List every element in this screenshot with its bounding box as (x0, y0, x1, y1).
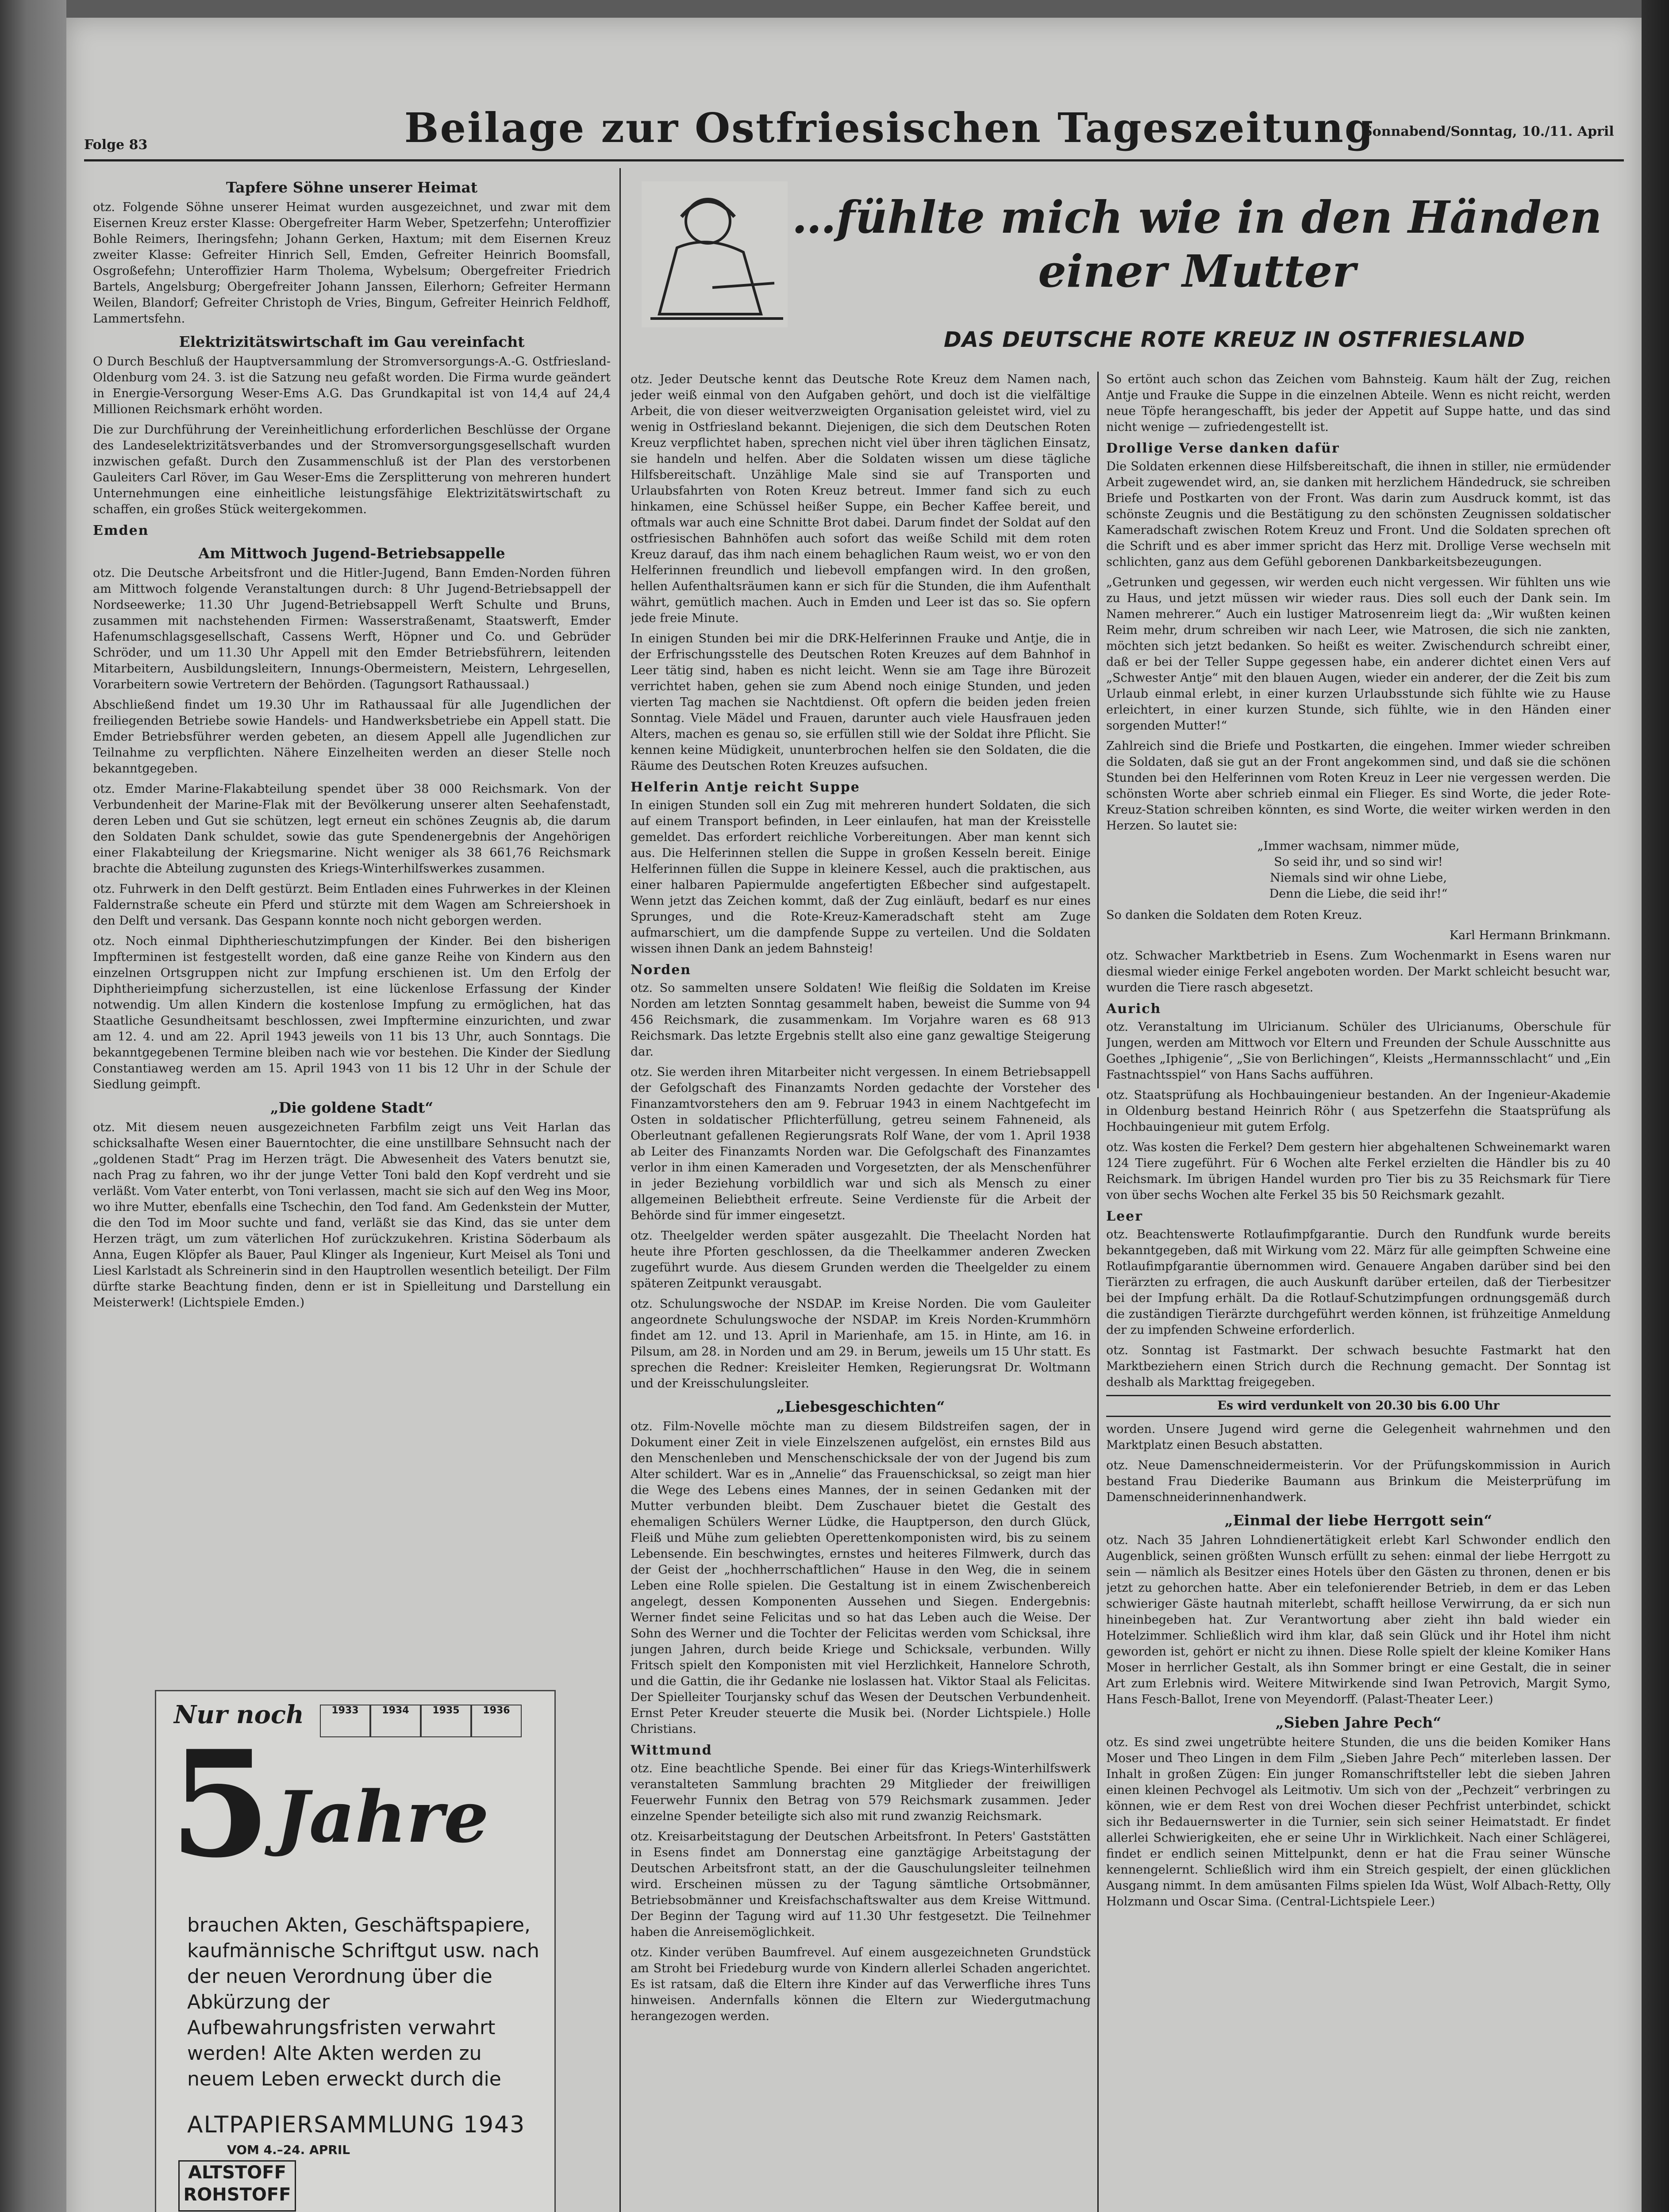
article-heading: „Die goldene Stadt“ (270, 1099, 434, 1116)
column-right (1106, 372, 1611, 2212)
article-text: So ertönt auch schon das Zeichen vom Bahnsteig. Kaum hält der Zug, reichen Antje und Frauke die Suppe in die einzelnen Abteile. Wenn es nicht reicht, werden neue Töpfe herangeschafft, bis jeder der Appetit auf Suppe hatte, und das sind nicht wenige — zufriedengestellt ist. (1106, 373, 1611, 434)
ad-year: 1933 (320, 1705, 370, 1737)
article-heading: Elektrizitätswirtschaft im Gau vereinfacht (179, 333, 525, 350)
article-text: O Durch Beschluß der Hauptversammlung der Stromversorgungs-A.-G. Ostfriesland-Oldenburg vom 24. 3. ist die Satzung neu gefaßt worden. Die Firma wurde geändert in Energie-Versorgung Weser-Ems A.G. Das Grundkapital ist von 14,4 auf 24,4 Millionen Reichsmark erhöht worden. (93, 355, 611, 416)
masthead-rule (84, 159, 1624, 161)
nurse-writing-illustration (642, 181, 788, 327)
article-text: otz. Es sind zwei ungetrübte heitere Stunden, die uns die beiden Komiker Hans Moser und Theo Lingen in dem Film „Sieben Jahre Pech“ miterleben lassen. Der Inhalt in großen Zügen: Ein junger Romanschriftsteller lebt die sieben Jahren einen kleinen Pechvogel als Leitmotiv. Um sich von der „Pechzeit“ verbringen zu können, wie er dem Rest von drei Wochen dieser Pechfrist unterbindet, schickt sich ihr Bedauernswerter in die Turnier, sein sich seiner Heimatstadt. Er findet allerlei Schwierigkeiten, ehe er seine Uhr in Wirklichkeit. Nach einer Schlägerei, findet er endlich seinen Mittelpunkt, denn er hat die Frau seiner Wünsche kennengelernt. Schließlich wird ihm ein Streich gespielt, der einen glücklichen Ausgang nimmt. In dem amüsanten Films spielen Ida Wüst, Wolf Albach-Retty, Olly Holzmann und Oscar Sima. (Central-Lichtspiele Leer.) (1106, 1736, 1611, 1909)
article-text: Die zur Durchführung der Vereinheitlichung erforderlichen Beschlüsse der Organe des Landeselektrizitätsverbandes und der Stromversorgungsgesellschaft wurden inzwischen gefaßt. Durch den Zusammenschluß ist der Plan des verstorbenen Gauleiters Carl Röver, im Gau Weser-Ems die Zersplitterung von mehreren hundert Unternehmungen eine einheitliche leistungsfähige Elektrizitätswirtschaft zu schaffen, ein großes Stück weitergekommen. (93, 423, 611, 516)
column-rule (1097, 372, 1099, 1088)
ad-year: 1934 (370, 1705, 421, 1737)
article-text: otz. Beachtenswerte Rotlaufimpfgarantie. Durch den Rundfunk wurde bereits bekanntgegeben, daß mit Wirkung vom 22. März für alle geimpften Schweine eine Rotlaufimpfgarantie übernommen wird. Genauere Angaben darüber sind bei den Tierärzten zu erfragen, die auch Auskunft darüber erteilen, daß der Tierbesitzer bei der Impfung erhält. Da die Rotlauf-Schutzimpfungen ordnungsgemäß durch die zuständigen Tierärzte durchgeführt werden können, ist frühzeitige Anmeldung der zu impfenden Schweine erforderlich. (1106, 1228, 1611, 1337)
page-edge (1642, 0, 1669, 2212)
poem-line: Niemals sind wir ohne Liebe, (1270, 871, 1447, 885)
ad-nur-noch: Nur noch (174, 1700, 304, 1729)
ad-years (320, 1705, 522, 1737)
altpapier-advertisement (155, 1690, 556, 2212)
article-text: otz. Sie werden ihren Mitarbeiter nicht vergessen. In einem Betriebsappell der Gefolgschaft des Finanzamts Norden gedachte der Vorsteher des Finanzamtvorstehers den am 9. Februar 1943 in einem Nachtgefecht im Osten in soldatischer Pflichterfüllung, getreu seinem Fahneneid, als Oberleutnant gefallenen Regierungsrats Rolf Wane, der vom 1. April 1938 ab Leiter des Finanzamts Norden war. Die Gefolgschaft des Finanzamtes verlor in ihm einen Kameraden und Vorgesetzten, der als Menschenführer in jeder Beziehung vorbildlich war und sich als Mensch zu einer allgemeinen Beliebtheit erfreute. Seine Verdienste für die Arbeit der Behörde sind für immer eingesetzt. (631, 1065, 1091, 1222)
red-cross-headline (642, 181, 1611, 367)
author-signature: Karl Hermann Brinkmann. (1449, 929, 1611, 942)
location-heading: Leer (1106, 1209, 1143, 1224)
article-text: otz. Eine beachtliche Spende. Bei einer für das Kriegs-Winterhilfswerk veranstalteten Sammlung brachten 29 Mitglieder der freiwilligen Feuerwehr Funnix den Betrag von 579 Reichsmark zusammen. Jeder einzelne Spender beteiligte sich also mit rund zwanzig Reichsmark. (631, 1762, 1091, 1823)
article-text: otz. Fuhrwerk in den Delft gestürzt. Beim Entladen eines Fuhrwerkes in der Kleinen Faldernstraße scheute ein Pferd und stürzte mit dem Wagen am Schreiershoek in den Delft und versank. Das Gespann konnte noch nicht geborgen werden. (93, 882, 611, 928)
ad-year: 1936 (471, 1705, 522, 1737)
article-text: So danken die Soldaten dem Roten Kreuz. (1106, 908, 1362, 922)
headline-script-text: …fühlte mich wie in den Händen einer Mutter (792, 191, 1602, 297)
article-text: otz. Theelgelder werden später ausgezahlt. Die Theelacht Norden hat heute ihre Pforten geschlossen, da die Theelkammer anderen Zwecken zugeführt wurde. Aus diesem Grunden werden die Theelgelder zu einem späteren Zeitpunkt verausgabt. (631, 1229, 1091, 1290)
article-heading: „Liebesgeschichten“ (776, 1398, 945, 1415)
article-text: Die Soldaten erkennen diese Hilfsbereitschaft, die ihnen in stiller, nie ermüdender Arbeit zugewendet wird, an, sie danken mit herzlichem Händedruck, sie schreiben Briefe und Postkarten von der Front. Was darin zum Ausdruck kommt, ist das schönste Zeugnis und die Bestätigung zu den schönsten Zeugnissen soldatischer Kameradschaft zwischen Rotem Kreuz und Front. Und die Soldaten sprechen oft die Schrift und es aber immer spricht das Herz mit. Drollige Verse wechseln mit schlichten, ganz aus dem Gefühl geborenen Dankbarkeitsbezeugungen. (1106, 460, 1611, 569)
ad-jahre: Jahre (276, 1775, 489, 1859)
article-text: otz. Schulungswoche der NSDAP. im Kreise Norden. Die vom Gauleiter angeordnete Schulungswoche der NSDAP. im Kreis Norden-Krummhörn findet am 12. und 13. April in Marienhafe, am 15. in Hinte, am 16. in Pilsum, am 28. in Norden und am 29. in Berum, jeweils um 15 Uhr statt. Es sprechen die Redner: Kreisleiter Hemken, Regierungsrat Dr. Woltmann und der Kreisschulungsleiter. (631, 1297, 1091, 1390)
issue-date: Sonnabend/Sonntag, 10./11. April (1363, 124, 1614, 139)
article-text: otz. Noch einmal Diphtherieschutzimpfungen der Kinder. Bei den bisherigen Impfterminen ist festgestellt worden, daß eine ganze Reihe von Kindern aus den einzelnen Ortsgruppen nicht zur Impfung erschienen ist. Um den Erfolg der Diphtherieimpfung sicherzustellen, ist eine lückenlose Erfassung der Kinder notwendig. Um allen Kindern die kostenlose Impfung zu ermöglichen, hat das Staatliche Gesundheitsamt beschlossen, zwei Impftermine einzurichten, und zwar am 12. 4. und am 22. April 1943 jeweils von 11 bis 13 Uhr, auch Sonntags. Die bekanntgegebenen Termine bleiben nach wie vor bestehen. Die Kinder der Siedlung Constantiaweg werden am 15. April 1943 von 11 bis 12 Uhr in der Schule der Siedlung geimpft. (93, 934, 611, 1091)
column-rule (619, 168, 621, 2212)
article-text: In einigen Stunden soll ein Zug mit mehreren hundert Soldaten, die sich auf einem Transport befinden, in Leer einlaufen, hat man der Kreisstelle gemeldet. Das erfordert reichliche Vorbereitungen. Aber man kennt sich aus. Die Helferinnen stellen die Suppe in großen Kesseln bereit. Einige Helferinnen füllen die Suppe in kleinere Kessel, auch die praktischen, aus einer halbaren Papiermulde angefertigten Eßbecher sind aufgestapelt. Wenn jetzt das Zeichen kommt, daß der Zug einläuft, bedarf es nur eines Sprunges, und die Rote-Kreuz-Kameradschaft steht am Zuge aufmarschiert, um die dampfende Suppe zu verteilen. Und die Soldaten wissen ihnen Dank an jedem Bahnsteig! (631, 799, 1091, 956)
poem-line: „Immer wachsam, nimmer müde, (1257, 839, 1460, 853)
location-heading: Emden (93, 523, 149, 538)
column-middle (631, 372, 1091, 2212)
article-text: otz. Sonntag ist Fastmarkt. Der schwach besuchte Fastmarkt hat den Marktbeziehern einen Strich durch die Rechnung gemacht. Der Sonntag ist deshalb als Markttag freigegeben. (1106, 1344, 1611, 1389)
article-text: otz. Folgende Söhne unserer Heimat wurden ausgezeichnet, und zwar mit dem Eisernen Kreuz erster Klasse: Obergefreiter Harm Weber, Spetzerfehn; Unteroffizier Bohle Reimers, Iheringsfehn; Johann Gerken, Haxtum; mit dem Eisernen Kreuz zweiter Klasse: Gefreiter Hinrich Sell, Emden, Gefreiter Heinrich Boomsfall, Osgroßefehn; Unteroffizier Harm Tholema, Wybelsum; Obergefreiter Friedrich Bartels, Angelsburg; Obergefreiter Johann Janssen, Eilerhorn; Gefreiter Hermann Weilen, Blandorf; Gefreiter Christoph de Vries, Bingum, Gefreiter Heinrich Feldhoff, Lammertsfehn. (93, 200, 611, 326)
poem-line: So seid ihr, und so sind wir! (1274, 855, 1443, 869)
ad-number-five: 5 (169, 1718, 271, 1890)
ad-year: 1935 (421, 1705, 471, 1737)
poem-line: Denn die Liebe, die seid ihr!“ (1269, 887, 1448, 901)
location-heading: Aurich (1106, 1001, 1161, 1017)
column-left (93, 173, 611, 1677)
article-text: otz. Staatsprüfung als Hochbauingenieur bestanden. An der Ingenieur-Akademie in Oldenburg bestand Heinrich Röhr ( aus Spetzerfehn die Staatsprüfung als Hochbauingenieur mit gutem Erfolg. (1106, 1088, 1611, 1134)
article-subheading: Drollige Verse danken dafür (1106, 441, 1340, 456)
article-text: otz. Film-Novelle möchte man zu diesem Bildstreifen sagen, der in Dokument einer Zeit in viele Einzelszenen aufgelöst, ein ernstes Bild aus den Menschenleben und Menschenschicksale der von der Jugend bis zum Alter schildert. War es in „Annelie“ das Frauenschicksal, so zeigt man hier die Wege des Lebens eines Mannes, der in seinen Gedanken mit der Mutter verbunden bleibt. Dem Zuschauer bietet die Gestalt des ehemaligen Schülers Werner Lüdke, die Hauptperson, den durch Glück, Fleiß und Mühe zum geliebten Operettenkomponisten wird, bis zu seinem Lebensende. Ein beschwingtes, ernstes und heiteres Filmwerk, durch das der Geist der „hochherrschaftlichen“ Hause in den Weg, die in seinem Leben eine Rolle spielen. Die Gestaltung ist in einem Zwischenbereich angelegt, dessen Komponenten Aussehen und Siegen. Endergebnis: Werner findet seine Felicitas und so hat das Leben auch die Weise. Der Sohn des Werner und die Tochter der Felicitas werden vom Schicksal, ihre jungen Jahren, durch beide Kriege und Schicksale, verbunden. Willy Fritsch spielt den Komponisten mit viel Herzlichkeit, Hannelore Schroth, und die Gattin, die ihr Gedanke nie loslassen hat. Viktor Staal als Felicitas. Der Spielleiter Tourjansky schuf das Wesen der Deutschen Verbundenheit. Ernst Peter Kreuder steuerte die Musik bei. (Norder Lichtspiele.) Holle Christians. (631, 1420, 1091, 1736)
article-text: otz. Nach 35 Jahren Lohndienertätigkeit erlebt Karl Schwonder endlich den Augenblick, seinen größten Wunsch erfüllt zu sehen: einmal der liebe Herrgott zu sein — nämlich als Besitzer eines Hotels über den Gästen zu thronen, denen er bis jetzt zu gehorchen hatte. Aber ein telefonierender Betrieb, in dem er das Leben schwieriger Gäste hautnah miterlebt, schafft heillose Verwirrung, da er sich nun hineinbegeben hat. Zur Verantwortung aber zieht ihn bald wieder ein Hotelzimmer. Schließlich wird ihm klar, daß sein Glück und ihr Hotel ihm nicht geworden ist, gehört er nicht zu ihnen. Diese Rolle spielt der kleine Komiker Hans Moser in herrlicher Gestalt, als ihn Sommer bringt er eine Gestalt, die in seiner Art zum Erlebnis wird. Weitere Mitwirkende sind Iwan Petrovich, Margit Symo, Hans Fesch-Ballot, Irene von Meyendorff. (Palast-Theater Leer.) (1106, 1533, 1611, 1706)
article-text: otz. Jeder Deutsche kennt das Deutsche Rote Kreuz dem Namen nach, jeder weiß einmal von den Aufgaben gehört, und doch ist die vielfältige Arbeit, die von dieser weitverzweigten Organisation geleistet wird, viel zu wenig in Ostfriesland bekannt. Diejenigen, die sich dem Deutschen Roten Kreuz verpflichtet haben, sprechen nicht viel über ihren täglichen Einsatz, sie handeln und helfen. Aber die Soldaten wissen um diese tägliche Hilfsbereitschaft. Unzählige Male sind sie auf Transporten und Urlaubsfahrten von Roten Kreuz betreut. Immer fand sich zu euch hinkamen, eine Schüssel heißer Suppe, ein Becher Kaffee bereit, und oftmals war auch eine Schnitte Brot dabei. Darum findet der Soldat auf den ostfriesischen Bahnhöfen auch sofort das weiße Schild mit dem roten Kreuz darauf, das ihm nach einem behaglichen Raum weist, wo er von den Helferinnen freundlich und liebevoll empfangen wird. In den großen, hellen Aufenthaltsräumen kann er sich für die Stunden, die ihm Aufenthalt währt, gemütlich machen. Auch in Emden und Leer ist das so. Sie opfern jede freie Minute. (631, 373, 1091, 625)
newspaper-title: Beilage zur Ostfriesischen Tageszeitung (404, 104, 1375, 152)
article-heading: Am Mittwoch Jugend-Betriebsappelle (198, 545, 505, 562)
book-spine (0, 0, 66, 2212)
ad-body-text: brauchen Akten, Geschäftspapiere, kaufmännische Schriftgut usw. nach der neuen Verordnung über die Abkürzung der Aufbewahrungsfristen verwahrt werden! Alte Akten werden zu neuem Leben erweckt durch die (187, 1914, 539, 2090)
location-heading: Norden (631, 962, 692, 978)
article-heading: Tapfere Söhne unserer Heimat (226, 179, 478, 196)
article-text: Abschließend findet um 19.30 Uhr im Rathaussaal für alle Jugendlichen der freiliegenden Betriebe sowie Handels- und Handwerksbetriebe ein Appell statt. Die Emder Betriebsführer werden gebeten, an diesem Appell alle Jugendlichen zur Teilnahme zu verpflichten. Nähere Einzelheiten werden an dieser Stelle noch bekanntgegeben. (93, 698, 611, 776)
issue-number: Folge 83 (84, 137, 148, 153)
blackout-notice: Es wird verdunkelt von 20.30 bis 6.00 Uhr (1106, 1395, 1611, 1417)
article-text: In einigen Stunden bei mir die DRK-Helferinnen Frauke und Antje, die in der Erfrischungsstelle des Deutschen Roten Kreuzes auf dem Bahnhof in Leer tätig sind, haben es nicht leicht. Wenn sie am Tage ihre Bürozeit verrichtet haben, gehen sie zum Abend noch einige Stunden, und jeden vierten Tag machen sie Nachtdienst. Oft opfern die beiden jeden freien Sonntag. Viele Mädel und Frauen, darunter auch viele Hausfrauen jeden Alters, machen es genau so, sie erfüllen still wie der Soldat ihre Pflicht. Sie kennen keine Müdigkeit, ununterbrochen helfen sie den Soldaten, die die Räume des Deutschen Roten Kreuzes aufsuchen. (631, 632, 1091, 773)
logo-line: ROHSTOFF (183, 2185, 291, 2205)
article-text: otz. Die Deutsche Arbeitsfront und die Hitler-Jugend, Bann Emden-Norden führen am Mittwoch folgende Veranstaltungen durch: 8 Uhr Jugend-Betriebsappell der Nordseewerke; 11.30 Uhr Jugend-Betriebsappell Werft Schulte und Bruns, zusammen mit nachstehenden Firmen: Wasserstraßenamt, Staatswerft, Emder Hafenumschlagsgesellschaft, Cassens Werft, Höpner und Co. und Gebrüder Schröder, und um 11.30 Uhr Appell mit den Emder Betriebsführern, leitenden Mitarbeitern, Ausbildungsleitern, Innungs-Obermeistern, Meistern, Lehrgesellen, Vorarbeitern sowie Vertretern der Behörden. (Tagungsort Rathaussaal.) (93, 566, 611, 691)
article-text: otz. Kinder verüben Baumfrevel. Auf einem ausgezeichneten Grundstück am Stroht bei Friedeburg wurde von Kindern allerlei Schaden angerichtet. Es ist ratsam, daß die Eltern ihre Kinder auf das Verwerfliche ihres Tuns hinweisen. Andernfalls können die Eltern zur Wiedergutmachung herangezogen werden. (631, 1946, 1091, 2023)
article-text: Zahlreich sind die Briefe und Postkarten, die eingehen. Immer wieder schreiben die Soldaten, daß sie gut an der Front angekommen sind, und daß sie die schönen Stunden bei den Helferinnen vom Roten Kreuz in Leer nie vergessen werden. Die schönsten Worte aber schrieb einmal ein Flieger. Es sind Worte, die jeder Rote-Kreuz-Station schreiben könnten, es sind Worte, die weiter wirken werden in den Herzen. So lautet sie: (1106, 739, 1611, 833)
article-text: otz. So sammelten unsere Soldaten! Wie fleißig die Soldaten im Kreise Norden am letzten Sonntag gesammelt haben, beweist die Summe von 94 456 Reichsmark, die zusammenkam. Im Vorjahre waren es 68 913 Reichsmark. Das letzte Ergebnis stellt also eine ganz gewaltige Steigerung dar. (631, 981, 1091, 1059)
article-text: worden. Unsere Jugend wird gerne die Gelegenheit wahrnehmen und den Marktplatz einen Besuch abstatten. (1106, 1422, 1611, 1452)
article-heading: „Einmal der liebe Herrgott sein“ (1224, 1512, 1492, 1529)
article-text: otz. Was kosten die Ferkel? Dem gestern hier abgehaltenen Schweinemarkt waren 124 Tiere zugeführt. Für 6 Wochen alte Ferkel erzielten die Händler bis zu 40 Reichsmark. Im übrigen Handel wurden pro Tier bis zu 35 Reichsmark für Tiere von über sechs Wochen alte Ferkel 35 bis 50 Reichsmark gezahlt. (1106, 1141, 1611, 1202)
ad-collection-title: ALTPAPIERSAMMLUNG 1943 (187, 2112, 526, 2138)
location-heading: Wittmund (631, 1743, 712, 1758)
article-text: otz. Neue Damenschneidermeisterin. Vor der Prüfungskommission in Aurich bestand Frau Diederike Baumann aus Brinkum die Meisterprüfung im Damenschneiderinnenhandwerk. (1106, 1459, 1611, 1504)
article-subheading: Helferin Antje reicht Suppe (631, 780, 860, 795)
logo-line: ALTSTOFF (188, 2162, 286, 2183)
article-heading: „Sieben Jahre Pech“ (1275, 1714, 1442, 1731)
headline-subtitle: DAS DEUTSCHE ROTE KREUZ IN OSTFRIESLAND (943, 327, 1526, 352)
poem (1106, 838, 1611, 902)
article-text: otz. Kreisarbeitstagung der Deutschen Arbeitsfront. In Peters' Gaststätten in Esens findet am Donnerstag eine ganztägige Arbeitstagung der Deutschen Arbeitsfront statt, an der die Gauschulungsleiter teilnehmen wird. Erscheinen müssen zu der Tagung sämtliche Ortsobmänner, Betriebsobmänner und Kreisfachschaftswalter aus dem Kreise Wittmund. Der Beginn der Tagung wird auf 11.30 Uhr festgesetzt. Die Teilnehmer haben die Anreisemöglichkeit. (631, 1830, 1091, 1939)
article-text: otz. Schwacher Marktbetrieb in Esens. Zum Wochenmarkt in Esens waren nur diesmal wieder einige Ferkel angeboten worden. Der Markt schleicht besucht war, wurden die Tiere rasch abgesetzt. (1106, 949, 1611, 995)
newspaper-page (66, 18, 1642, 2212)
article-text: otz. Emder Marine-Flakabteilung spendet über 38 000 Reichsmark. Von der Verbundenheit der Marine-Flak mit der Bevölkerung unserer alten Seehafenstadt, deren Leben und Gut sie schützen, legt erneut ein schönes Zeugnis ab, die darum den Soldaten Dank schuldet, sowie das gute Spendenergebnis der Angehörigen einer Flakabteilung der Kriegsmarine. Nicht weniger als 38 661,76 Reichsmark brachte die Abteilung zugunsten des Kriegs-Winterhilfswerkes zusammen. (93, 782, 611, 876)
altstoff-logo (178, 2160, 296, 2212)
ad-date-range: VOM 4.–24. APRIL (227, 2143, 350, 2157)
article-text: „Getrunken und gegessen, wir werden euch nicht vergessen. Wir fühlten uns wie zu Haus, und jetzt müssen wir wieder raus. Dies soll euch der Dank sein. Im Namen mehrerer.“ Auch ein lustiger Matrosenreim liegt da: „Wir wußten keinen Reim mehr, drum schreiben wir nach Leer, wie Matrosen, die sich nie zankten, möchten sich jetzt bedanken. So heißt es weiter. Zwischendurch schreibt einer, daß er bei der Teller Suppe gegessen habe, ein anderer dichtet einen Vers auf „Schwester Antje“ mit den blauen Augen, wieder ein anderer, der die Zeit bis zum Urlaub einmal erlebt, in einer kurzen Urlaubsstunde sich fühlte wie zu Hause erleichtert, in einer kurzen Stunde, sich fühlte, wie in den Händen einer sorgenden Mutter!“ (1106, 576, 1611, 733)
column-rule (1097, 1097, 1099, 2212)
article-text: otz. Veranstaltung im Ulricianum. Schüler des Ulricianums, Oberschule für Jungen, werden am Mittwoch vor Eltern und Freunden der Schule Ausschnitte aus Goethes „Iphigenie“, „Sie von Berlichingen“, Kleists „Hermannsschlacht“ und „Ein Fastnachtsspiel“ von Hans Sachs aufführen. (1106, 1020, 1611, 1082)
article-text: otz. Mit diesem neuen ausgezeichneten Farbfilm zeigt uns Veit Harlan das schicksalhafte Wesen einer Bauerntochter, die eine unstillbare Sehnsucht nach der „goldenen Stadt“ Prag im Herzen trägt. Die Abwesenheit des Vaters benutzt sie, nach Prag zu fahren, wo ihr der junge Vetter Toni bald den Kopf verdreht und sie verläßt. Vom Vater enterbt, von Toni verlassen, macht sie sich auf den Weg ins Moor, wo ihre Mutter, ebenfalls eine Tschechin, den Tod fand. Am Gedenkstein der Mutter, die den Tod im Moor suchte und fand, verläßt sie das Kind, das sie unter dem Herzen trägt, um zum väterlichen Hof zurückzukehren. Kristina Söderbaum als Anna, Eugen Klöpfer als Bauer, Paul Klinger als Ingenieur, Kurt Meisel als Toni und Liesl Karlstadt als Schreinerin sind in den Hauptrollen wesentlich beteiligt. Der Film dürfte starke Beachtung finden, denn er ist in Spielleitung und Darstellung ein Meisterwerk! (Lichtspiele Emden.) (93, 1121, 611, 1310)
